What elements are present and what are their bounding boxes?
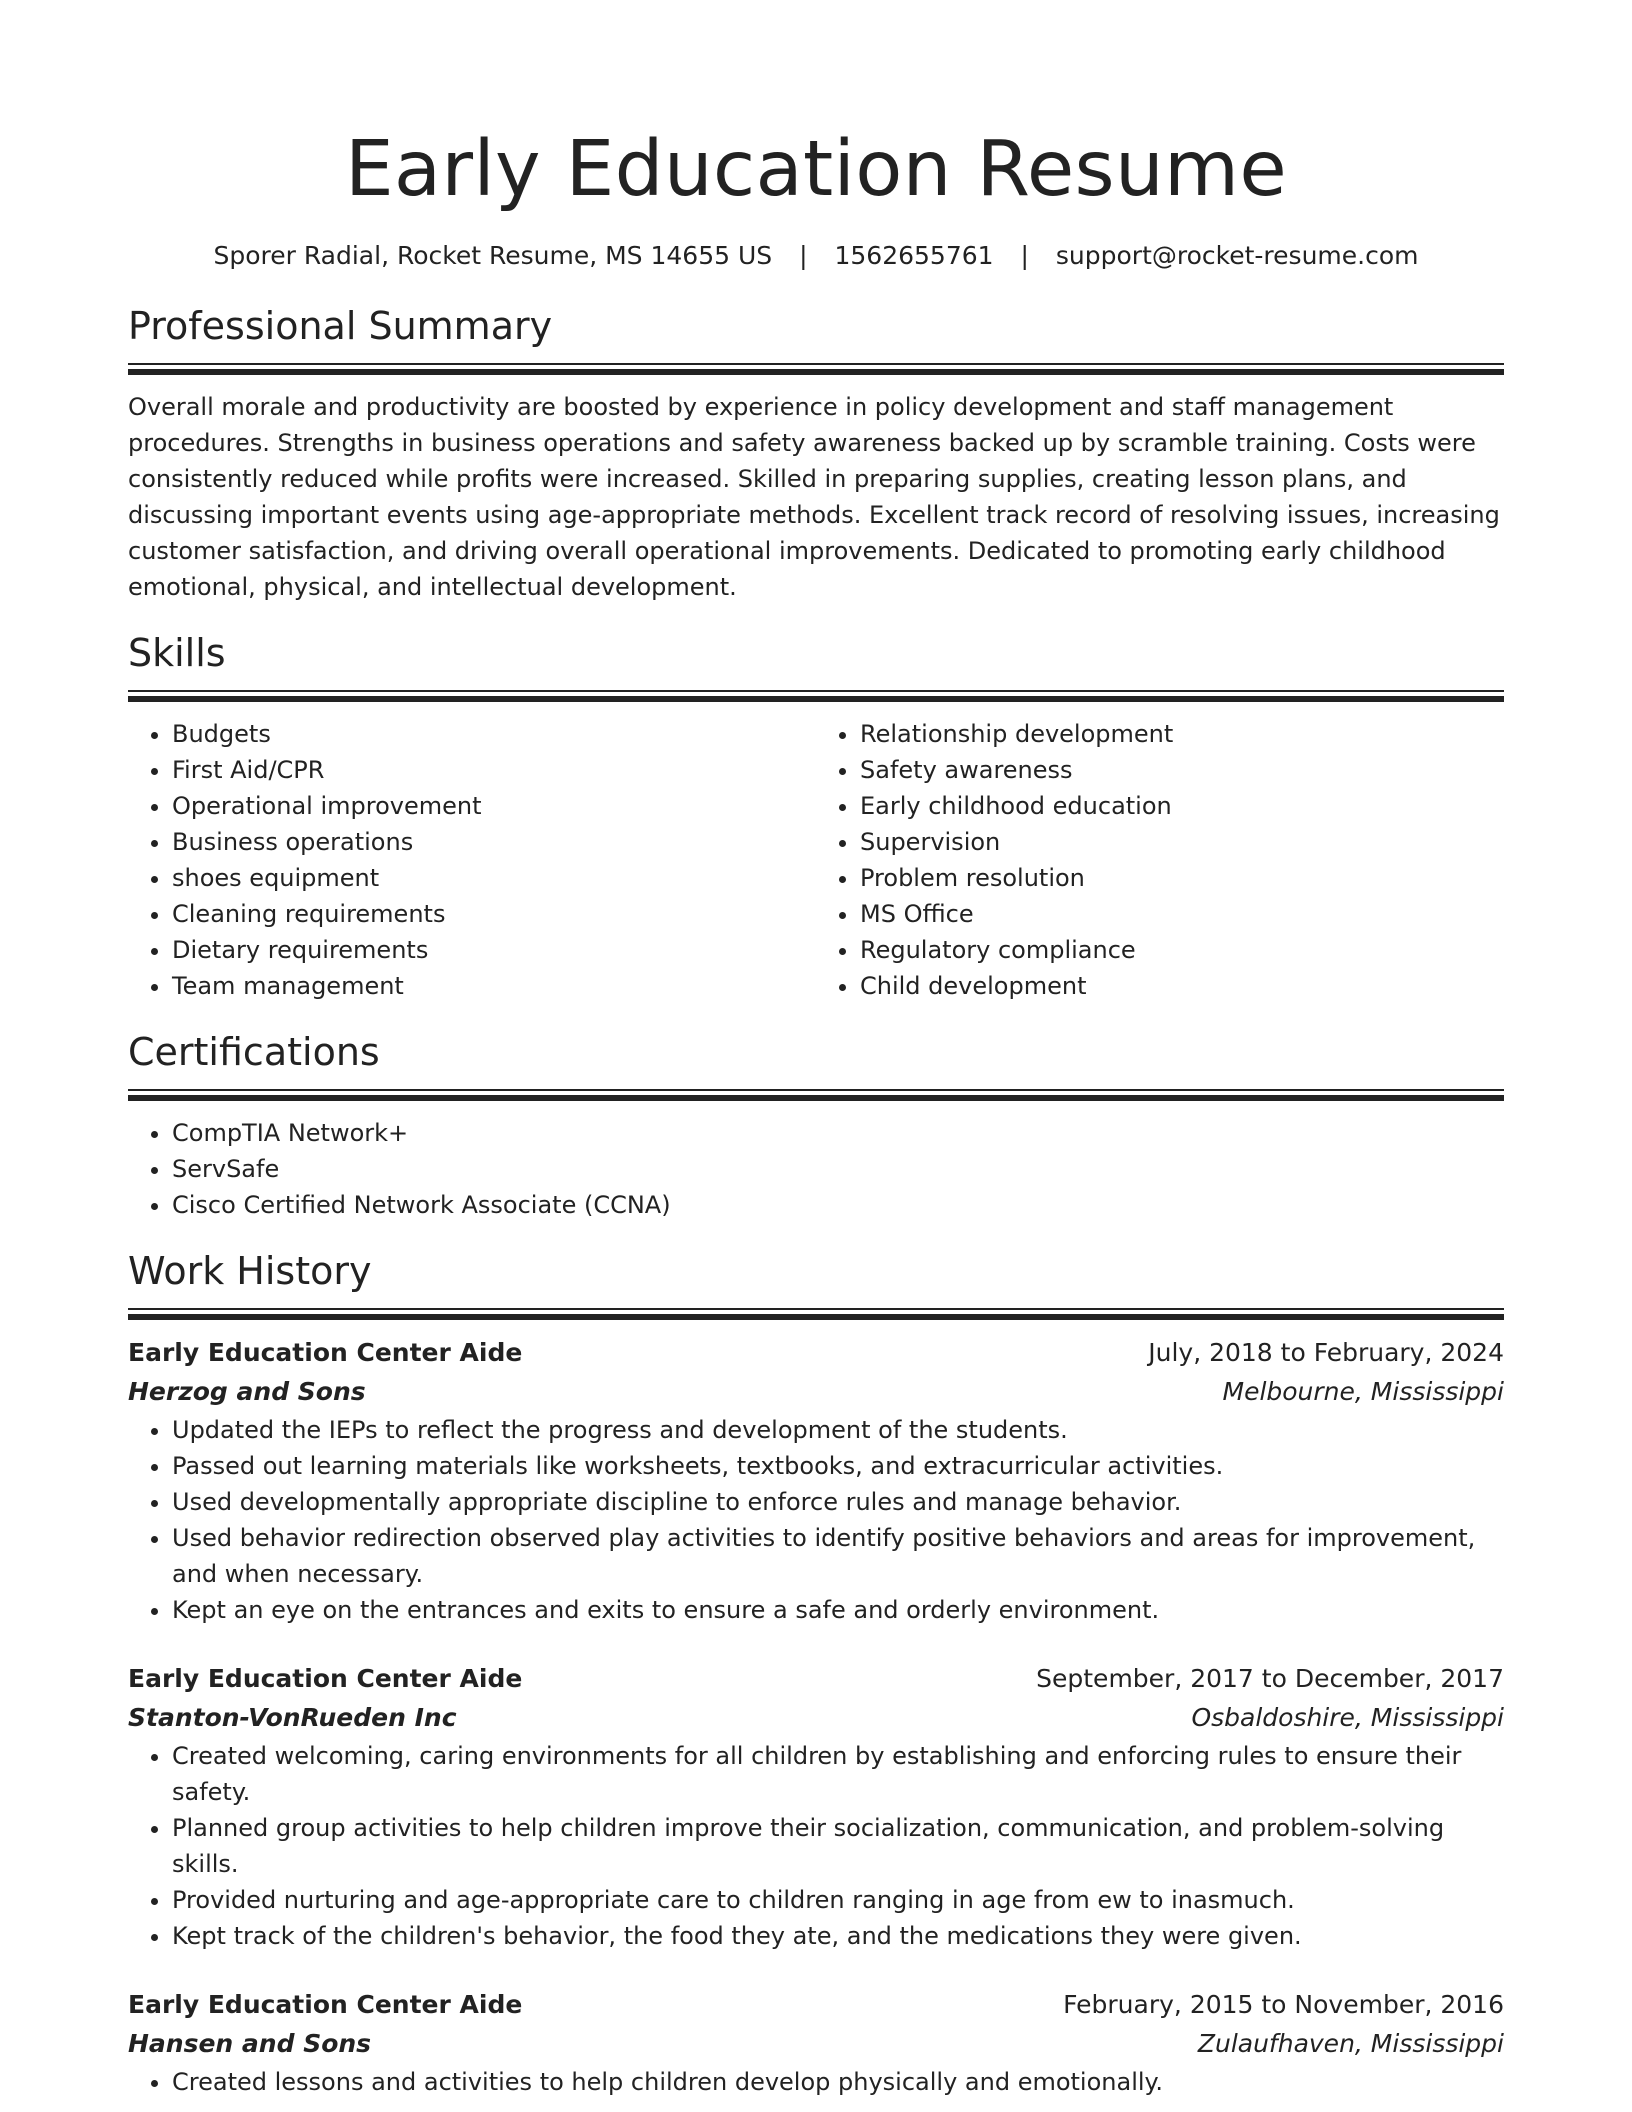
section-divider	[128, 1308, 1504, 1320]
section-title-certifications: Certifications	[128, 1030, 380, 1074]
job-header	[128, 1986, 1504, 2024]
job-bullet: • Updated the IEPs to reflect the progress and development of the students.	[172, 1412, 1504, 1448]
skill-item: • Business operations	[172, 824, 816, 860]
section-divider	[128, 363, 1504, 375]
skill-item: • Safety awareness	[860, 752, 1504, 788]
resume-name: Early Education Resume	[344, 125, 1288, 214]
skill-item: • Child development	[860, 968, 1504, 1004]
skills-list-left	[128, 716, 816, 1004]
job-bullet: • Provided nurturing and age-appropriate care to children ranging in age from ew to inasmuch.	[172, 1882, 1504, 1918]
certifications-section	[128, 1028, 1504, 1223]
job-dates: September, 2017 to December, 2017	[1036, 1664, 1504, 1693]
skill-item: • MS Office	[860, 896, 1504, 932]
job-bullet: • Created welcoming, caring environments for all children by establishing and enforcing rules to ensure their safety.	[172, 1738, 1504, 1810]
skill-item: • Dietary requirements	[172, 932, 816, 968]
job-company: Stanton-VonRueden Inc	[128, 1703, 457, 1732]
job-bullet: • Planned group activities to help children improve their socialization, communication, and problem-solving skills.	[172, 1810, 1504, 1882]
skills-list-right	[816, 716, 1504, 1004]
job-header	[128, 1660, 1504, 1698]
skill-item: • Budgets	[172, 716, 816, 752]
job-subheader	[128, 2024, 1504, 2064]
job-location: Osbaldoshire, Mississippi	[1191, 1703, 1504, 1732]
skill-item: • Supervision	[860, 824, 1504, 860]
job-entry	[128, 1986, 1504, 2100]
job-bullet: • Kept an eye on the entrances and exits to ensure a safe and orderly environment.	[172, 1592, 1504, 1628]
certification-item: • Cisco Certified Network Associate (CCNA)	[172, 1187, 1504, 1223]
job-bullets	[128, 2064, 1504, 2100]
job-company: Herzog and Sons	[128, 1377, 366, 1406]
summary-text: Overall morale and productivity are boosted by experience in policy development and staff management procedures. Strengths in business operations and safety awareness backed up by scramble training. Costs were consistently reduced while profits were increased. Skilled in preparing supplies, creating lesson plans, and discussing important events using age-appropriate methods. Excellent track record of resolving issues, increasing customer satisfaction, and driving overall operational improvements. Dedicated to promoting early childhood emotional, physical, and intellectual development.	[128, 393, 1500, 601]
skill-item: • Early childhood education	[860, 788, 1504, 824]
job-location: Melbourne, Mississippi	[1222, 1377, 1504, 1406]
skill-item: • Team management	[172, 968, 816, 1004]
skills-section	[128, 629, 1504, 1004]
job-bullet: • Kept track of the children's behavior, the food they ate, and the medications they were given.	[172, 1918, 1504, 1954]
job-bullet: • Passed out learning materials like worksheets, textbooks, and extracurricular activities.	[172, 1448, 1504, 1484]
certifications-list	[128, 1115, 1504, 1223]
summary-section	[128, 302, 1504, 605]
job-subheader	[128, 1372, 1504, 1412]
job-subheader	[128, 1698, 1504, 1738]
skill-item: • shoes equipment	[172, 860, 816, 896]
skill-item: • Problem resolution	[860, 860, 1504, 896]
job-dates: February, 2015 to November, 2016	[1063, 1990, 1504, 2019]
job-bullets	[128, 1412, 1504, 1628]
skill-item: • Operational improvement	[172, 788, 816, 824]
section-title-summary: Professional Summary	[128, 304, 553, 348]
section-title-skills: Skills	[128, 631, 226, 675]
skill-item: • Regulatory compliance	[860, 932, 1504, 968]
resume-page	[128, 0, 1504, 2100]
certification-item: • CompTIA Network+	[172, 1115, 1504, 1151]
skill-item: • Relationship development	[860, 716, 1504, 752]
job-bullet: • Created lessons and activities to help children develop physically and emotionally.	[172, 2064, 1504, 2100]
skills-columns	[128, 716, 1504, 1004]
section-divider	[128, 690, 1504, 702]
email: support@rocket-resume.com	[1055, 241, 1419, 270]
job-bullets	[128, 1738, 1504, 1954]
skill-item: • First Aid/CPR	[172, 752, 816, 788]
job-entry	[128, 1334, 1504, 1628]
contact-separator: |	[799, 241, 808, 270]
job-entry	[128, 1660, 1504, 1954]
contact-line	[128, 240, 1504, 272]
certification-item: • ServSafe	[172, 1151, 1504, 1187]
job-title: Early Education Center Aide	[128, 1664, 523, 1693]
job-title: Early Education Center Aide	[128, 1990, 523, 2019]
job-company: Hansen and Sons	[128, 2029, 372, 2058]
section-title-work-history: Work History	[128, 1249, 372, 1293]
work-history-section	[128, 1247, 1504, 2100]
job-location: Zulaufhaven, Mississippi	[1197, 2029, 1504, 2058]
contact-separator: |	[1020, 241, 1029, 270]
job-title: Early Education Center Aide	[128, 1338, 523, 1367]
job-header	[128, 1334, 1504, 1372]
section-divider	[128, 1089, 1504, 1101]
job-dates: July, 2018 to February, 2024	[1148, 1338, 1504, 1367]
job-bullet: • Used behavior redirection observed play activities to identify positive behaviors and areas for improvement, and when necessary.	[172, 1520, 1504, 1592]
skill-item: • Cleaning requirements	[172, 896, 816, 932]
phone: 1562655761	[834, 241, 994, 270]
address: Sporer Radial, Rocket Resume, MS 14655 US	[213, 241, 773, 270]
job-bullet: • Used developmentally appropriate discipline to enforce rules and manage behavior.	[172, 1484, 1504, 1520]
